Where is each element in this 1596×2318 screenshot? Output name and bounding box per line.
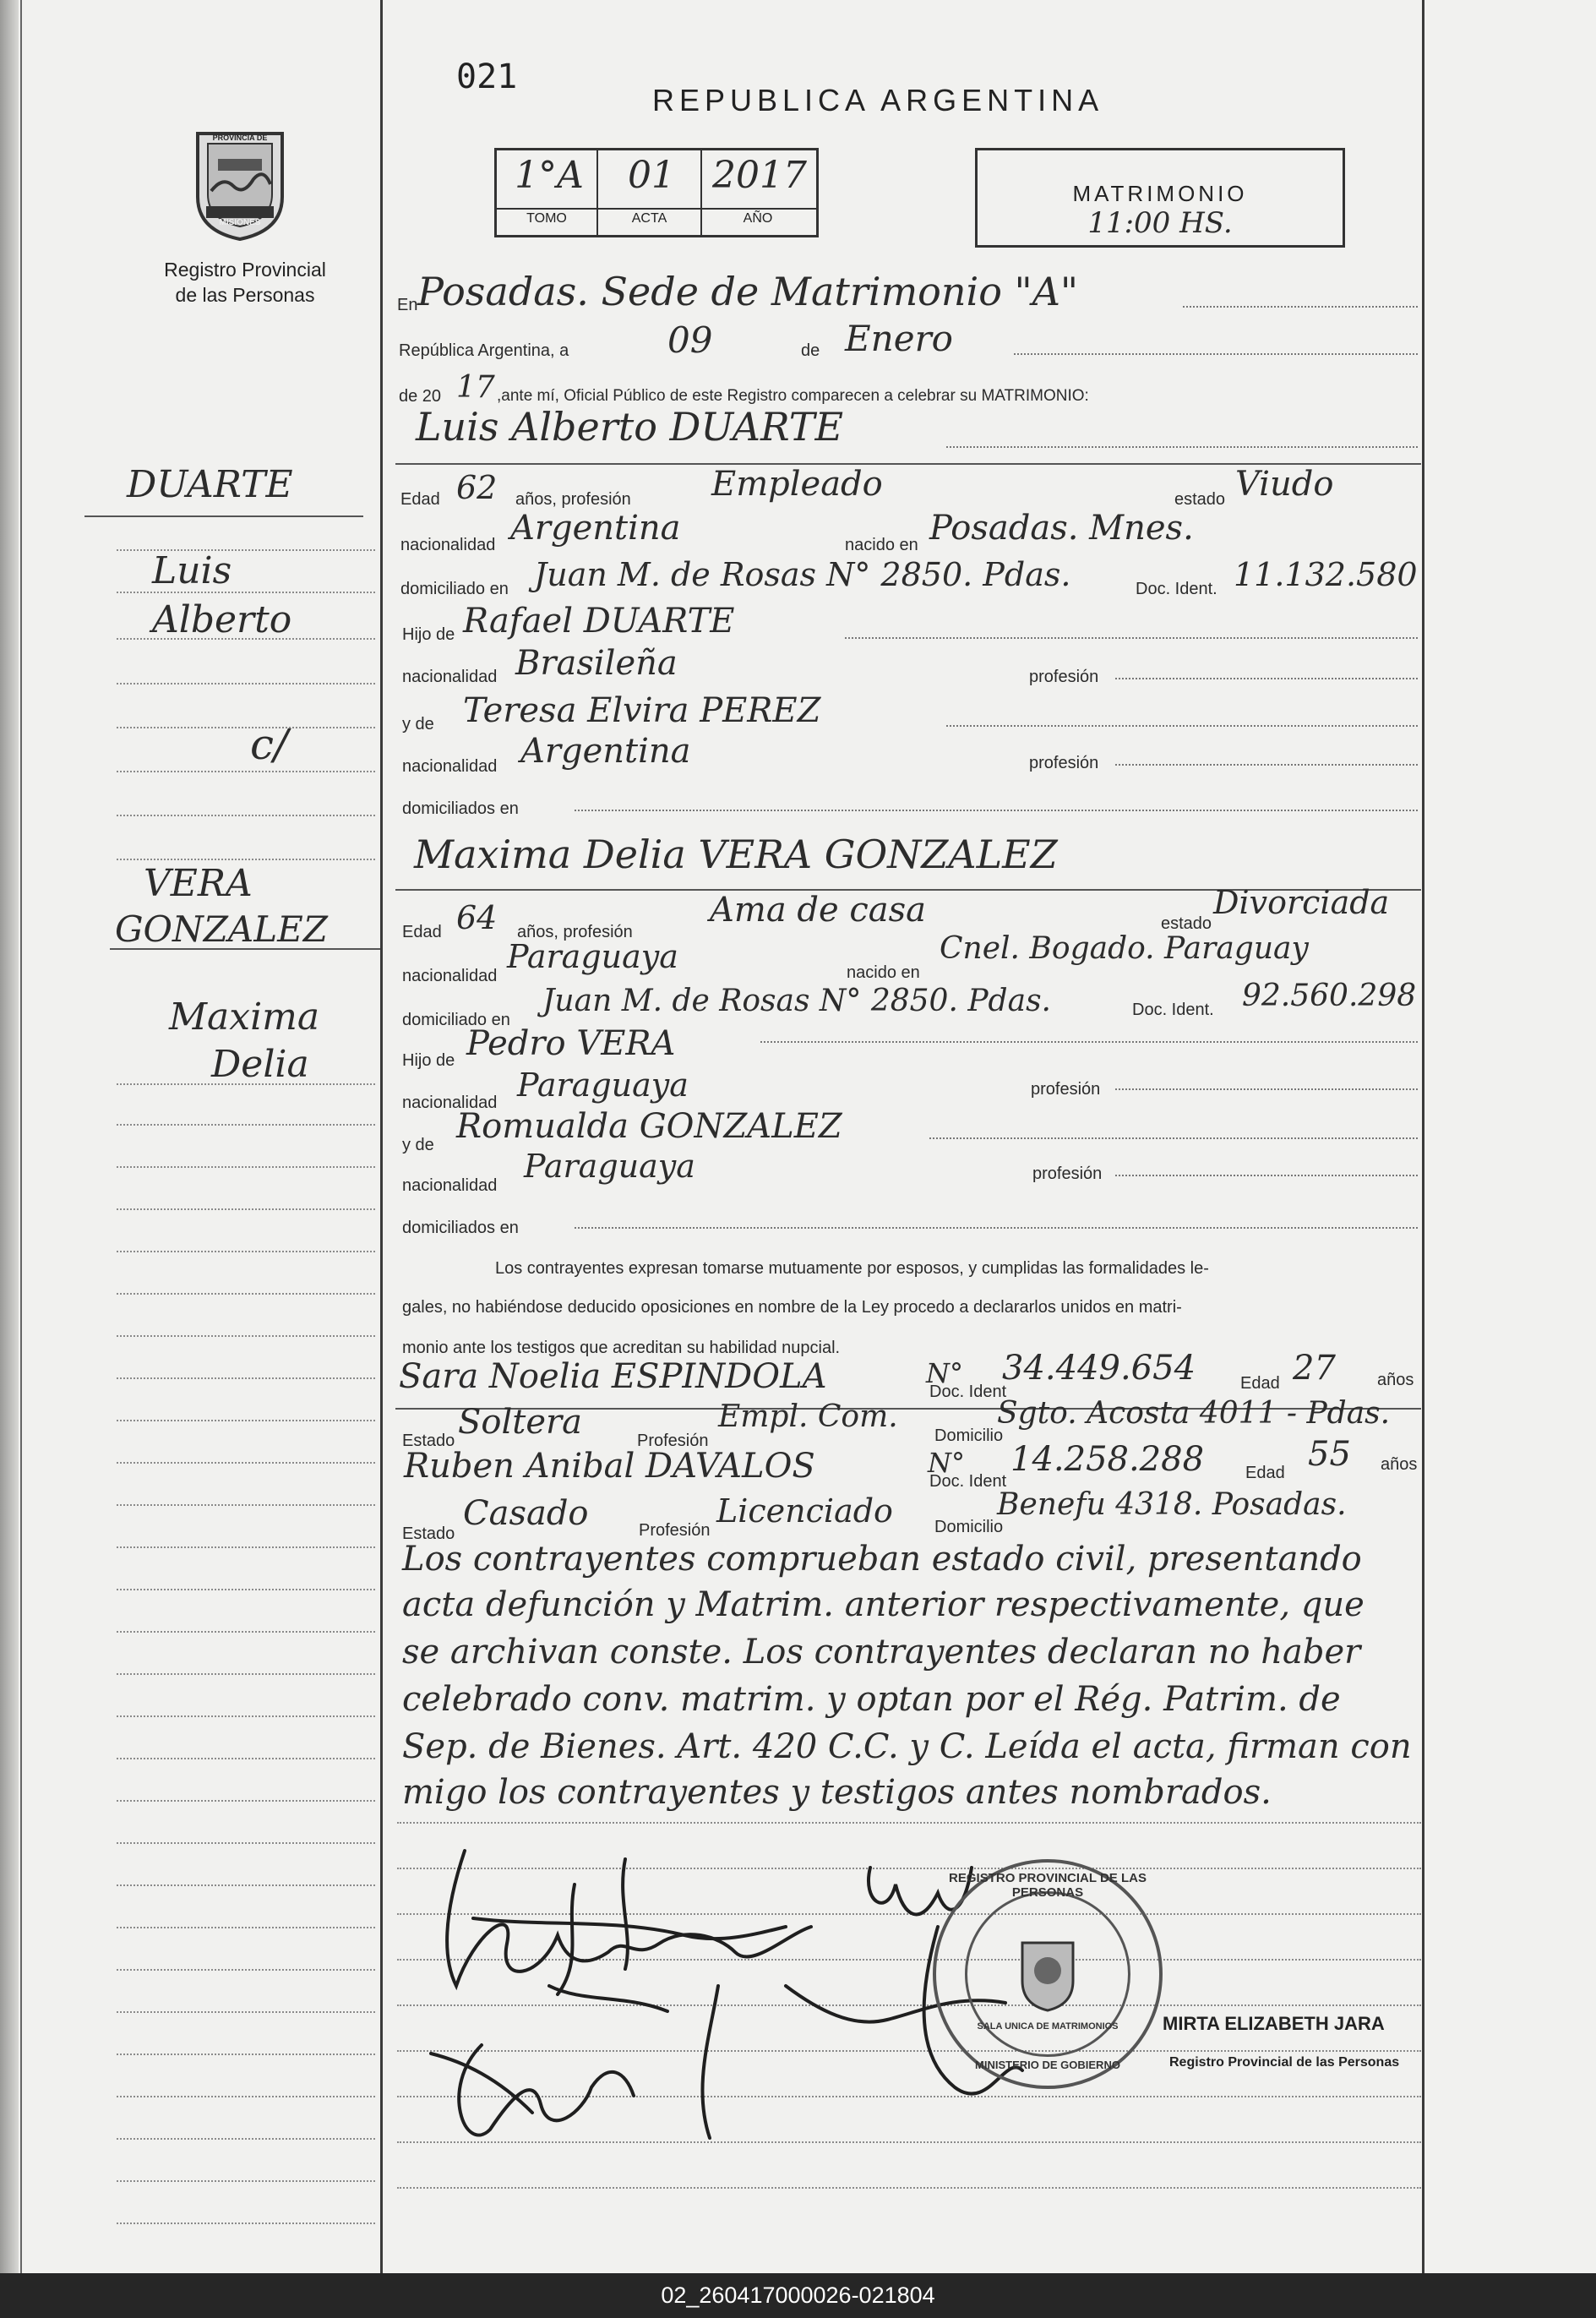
witness-1-edad-label: Edad <box>1240 1374 1280 1393</box>
acta-value: 01 <box>628 154 675 197</box>
bride-profesion-label: años, profesión <box>517 923 633 941</box>
note-line-6: migo los contrayentes y testigos antes nombrados. <box>402 1773 1272 1812</box>
groom-birthplace: Posadas. Mnes. <box>929 509 1194 548</box>
margin-bride-first: Maxima <box>169 995 320 1039</box>
witness-2-doc: 14.258.288 <box>1010 1440 1205 1479</box>
tomo-value: 1°A <box>515 154 584 197</box>
bride-mother: Romualda GONZALEZ <box>456 1107 842 1146</box>
republica-label: República Argentina, a <box>399 341 569 360</box>
bride-nacionalidad-label: nacionalidad <box>402 967 498 985</box>
seal-inner-text: SALA UNICA DE MATRIMONIOS <box>977 2021 1119 2032</box>
groom-nationality: Argentina <box>510 509 681 548</box>
official-seal <box>933 1859 1163 2089</box>
witness-2-domicilio-label: Domicilio <box>934 1518 1004 1536</box>
anio-label: AÑO <box>743 211 773 226</box>
groom-estado-label: estado <box>1174 490 1226 509</box>
note-line-4: celebrado conv. matrim. y optan por el Rég. Patrim. de <box>402 1680 1341 1719</box>
appear-text: ,ante mí, Oficial Público de este Registro comparecen a celebrar su MATRIMONIO: <box>497 387 1089 405</box>
note-line-2: acta defunción y Matrim. anterior respectivamente, que <box>402 1585 1364 1624</box>
registry-name-2: de las Personas <box>175 284 315 306</box>
en-label: En <box>397 296 418 314</box>
ceremony-month: Enero <box>845 318 953 359</box>
groom-hijo-label: Hijo de <box>402 625 455 644</box>
witness-1-doc: 34.449.654 <box>1002 1349 1196 1388</box>
groom-nacionalidad-label: nacionalidad <box>400 536 496 554</box>
margin-bride-surname-2: GONZALEZ <box>115 908 328 950</box>
registry-name-1: Registro Provincial <box>164 259 326 281</box>
note-line-5: Sep. de Bienes. Art. 420 C.C. y C. Leída el acta, firman con <box>402 1727 1412 1766</box>
groom-domicilio-label: domiciliado en <box>400 580 509 598</box>
record-number-box <box>494 148 819 237</box>
margin-connector: c/ <box>250 720 288 769</box>
anio-value: 2017 <box>712 154 807 197</box>
bride-nacido-label: nacido en <box>847 963 920 982</box>
witness-1-anos-label: años <box>1377 1371 1414 1389</box>
seal-crest-icon <box>1005 1930 1090 2015</box>
seal-bottom-text: MINISTERIO DE GOBIERNO <box>975 2059 1120 2071</box>
bride-doc: 92.560.298 <box>1242 979 1417 1013</box>
ceremony-time: 11:00 HS. <box>1087 206 1233 240</box>
witness-2-profession: Licenciado <box>716 1492 893 1530</box>
groom-age: 62 <box>456 469 498 506</box>
groom-doc: 11.132.580 <box>1234 556 1418 593</box>
witness-2-edad-label: Edad <box>1245 1464 1285 1482</box>
witness-1-address: Sgto. Acosta 4011 - Pdas. <box>997 1396 1391 1431</box>
de-label: de <box>801 341 820 360</box>
bride-hijo-label: Hijo de <box>402 1051 455 1070</box>
bride-birthplace: Cnel. Bogado. Paraguay <box>940 931 1309 966</box>
record-type-label: MATRIMONIO <box>1072 181 1248 206</box>
groom-domiciliados-label: domiciliados en <box>402 799 519 818</box>
right-border <box>1422 0 1424 2273</box>
note-line-1: Los contrayentes comprueban estado civil, presentando <box>402 1540 1362 1579</box>
groom-profesion-label: años, profesión <box>515 490 631 509</box>
bride-name: Maxima Delia VERA GONZALEZ <box>414 832 1058 877</box>
crest-bottom-text: MISIONES <box>219 218 261 227</box>
groom-mother-prof-label: profesión <box>1029 754 1099 772</box>
declaration-line-1: Los contrayentes expresan tomarse mutuamente por esposos, y cumplidas las formalidades le- <box>495 1259 1209 1278</box>
bride-yde-label: y de <box>402 1136 434 1154</box>
declaration-line-3: monio ante los testigos que acreditan su habilidad nupcial. <box>402 1339 841 1357</box>
witness-2-age: 55 <box>1308 1435 1351 1474</box>
bride-father-prof-label: profesión <box>1031 1080 1101 1099</box>
record-type-box <box>975 148 1345 248</box>
country-title: REPUBLICA ARGENTINA <box>652 83 1104 117</box>
witness-2-status: Casado <box>463 1494 589 1533</box>
bride-status: Divorciada <box>1213 884 1390 921</box>
witness-2-estado-label: Estado <box>402 1524 455 1543</box>
page-edge-line <box>20 0 22 2273</box>
bride-domicilio-label: domiciliado en <box>402 1011 510 1029</box>
witness-1-age: 27 <box>1293 1349 1336 1388</box>
groom-father-prof-label: profesión <box>1029 668 1099 686</box>
ceremony-day: 09 <box>667 319 713 361</box>
witness-1-domicilio-label: Domicilio <box>934 1426 1004 1445</box>
witness-1-profesion-label: Profesión <box>637 1432 709 1450</box>
groom-edad-label: Edad <box>400 490 440 509</box>
page-number: 021 <box>456 57 518 96</box>
tomo-label: TOMO <box>526 211 567 226</box>
groom-status: Viudo <box>1235 465 1334 504</box>
scan-id: 02_260417000026-021804 <box>0 2273 1596 2318</box>
witness-2-doc-prefix: N° <box>928 1447 965 1479</box>
witness-1-name: Sara Noelia ESPINDOLA <box>399 1357 827 1396</box>
bride-edad-label: Edad <box>402 923 442 941</box>
groom-father-nat-label: nacionalidad <box>402 668 498 686</box>
year-prefix: de 20 <box>399 387 442 406</box>
bride-doc-label: Doc. Ident. <box>1132 1001 1214 1019</box>
witness-1-estado-label: Estado <box>402 1432 455 1450</box>
book-spine <box>0 0 19 2273</box>
bride-mother-nat-label: nacionalidad <box>402 1176 498 1195</box>
signatures <box>414 1834 1360 2172</box>
groom-yde-label: y de <box>402 715 434 734</box>
witness-1-doc-prefix: N° <box>926 1357 963 1389</box>
margin-bride-surname-1: VERA <box>144 862 253 905</box>
witness-1-status: Soltera <box>458 1403 582 1442</box>
official-title: Registro Provincial de las Personas <box>1169 2055 1400 2070</box>
witness-1-profession: Empl. Com. <box>718 1399 898 1434</box>
bride-father-nationality: Paraguaya <box>517 1066 689 1104</box>
bride-age: 64 <box>456 899 498 936</box>
groom-name: Luis Alberto DUARTE <box>416 404 844 450</box>
groom-address: Juan M. de Rosas N° 2850. Pdas. <box>534 556 1071 593</box>
groom-nacido-label: nacido en <box>845 536 918 554</box>
bride-estado-label: estado <box>1161 914 1212 933</box>
declaration-line-2: gales, no habiéndose deducido oposiciones en nombre de la Ley procedo a declararlos unidos en matri- <box>402 1298 1182 1317</box>
groom-doc-label: Doc. Ident. <box>1136 580 1217 598</box>
bride-father-nat-label: nacionalidad <box>402 1094 498 1112</box>
witness-2-anos-label: años <box>1381 1455 1418 1474</box>
bride-nationality: Paraguaya <box>507 938 678 975</box>
groom-mother: Teresa Elvira PEREZ <box>463 691 821 730</box>
bride-mother-prof-label: profesión <box>1032 1164 1103 1183</box>
bride-address: Juan M. de Rosas N° 2850. Pdas. <box>542 984 1051 1018</box>
bride-father: Pedro VERA <box>466 1024 676 1063</box>
bride-mother-nationality: Paraguaya <box>524 1148 695 1185</box>
witness-1-doc-label: Doc. Ident <box>929 1383 1007 1401</box>
groom-mother-nationality: Argentina <box>520 732 691 771</box>
margin-groom-second: Alberto <box>152 598 292 641</box>
groom-profession: Empleado <box>711 465 883 504</box>
margin-bride-second: Delia <box>211 1043 309 1086</box>
bride-profession: Ama de casa <box>710 891 926 930</box>
ceremony-year: 17 <box>456 370 495 405</box>
witness-2-profesion-label: Profesión <box>639 1521 711 1540</box>
acta-label: ACTA <box>631 211 667 226</box>
witness-2-doc-label: Doc. Ident <box>929 1472 1007 1491</box>
witness-2-address: Benefu 4318. Posadas. <box>997 1487 1347 1522</box>
margin-groom-first: Luis <box>152 549 232 592</box>
groom-father-nationality: Brasileña <box>515 644 678 683</box>
margin-divider <box>380 0 383 2273</box>
crest-top-text: PROVINCIA DE <box>212 134 268 142</box>
groom-father: Rafael DUARTE <box>463 602 735 641</box>
witness-2-name: Ruben Anibal DAVALOS <box>404 1447 815 1486</box>
ceremony-place: Posadas. Sede de Matrimonio "A" <box>417 269 1079 314</box>
bride-domiciliados-label: domiciliados en <box>402 1219 519 1237</box>
margin-groom-surname: DUARTE <box>127 463 293 506</box>
groom-mother-nat-label: nacionalidad <box>402 757 498 776</box>
official-name: MIRTA ELIZABETH JARA <box>1163 2013 1385 2034</box>
note-line-3: se archivan conste. Los contrayentes declaran no haber <box>402 1633 1361 1672</box>
seal-outer-text: REGISTRO PROVINCIAL DE LAS PERSONAS <box>949 1871 1147 1900</box>
